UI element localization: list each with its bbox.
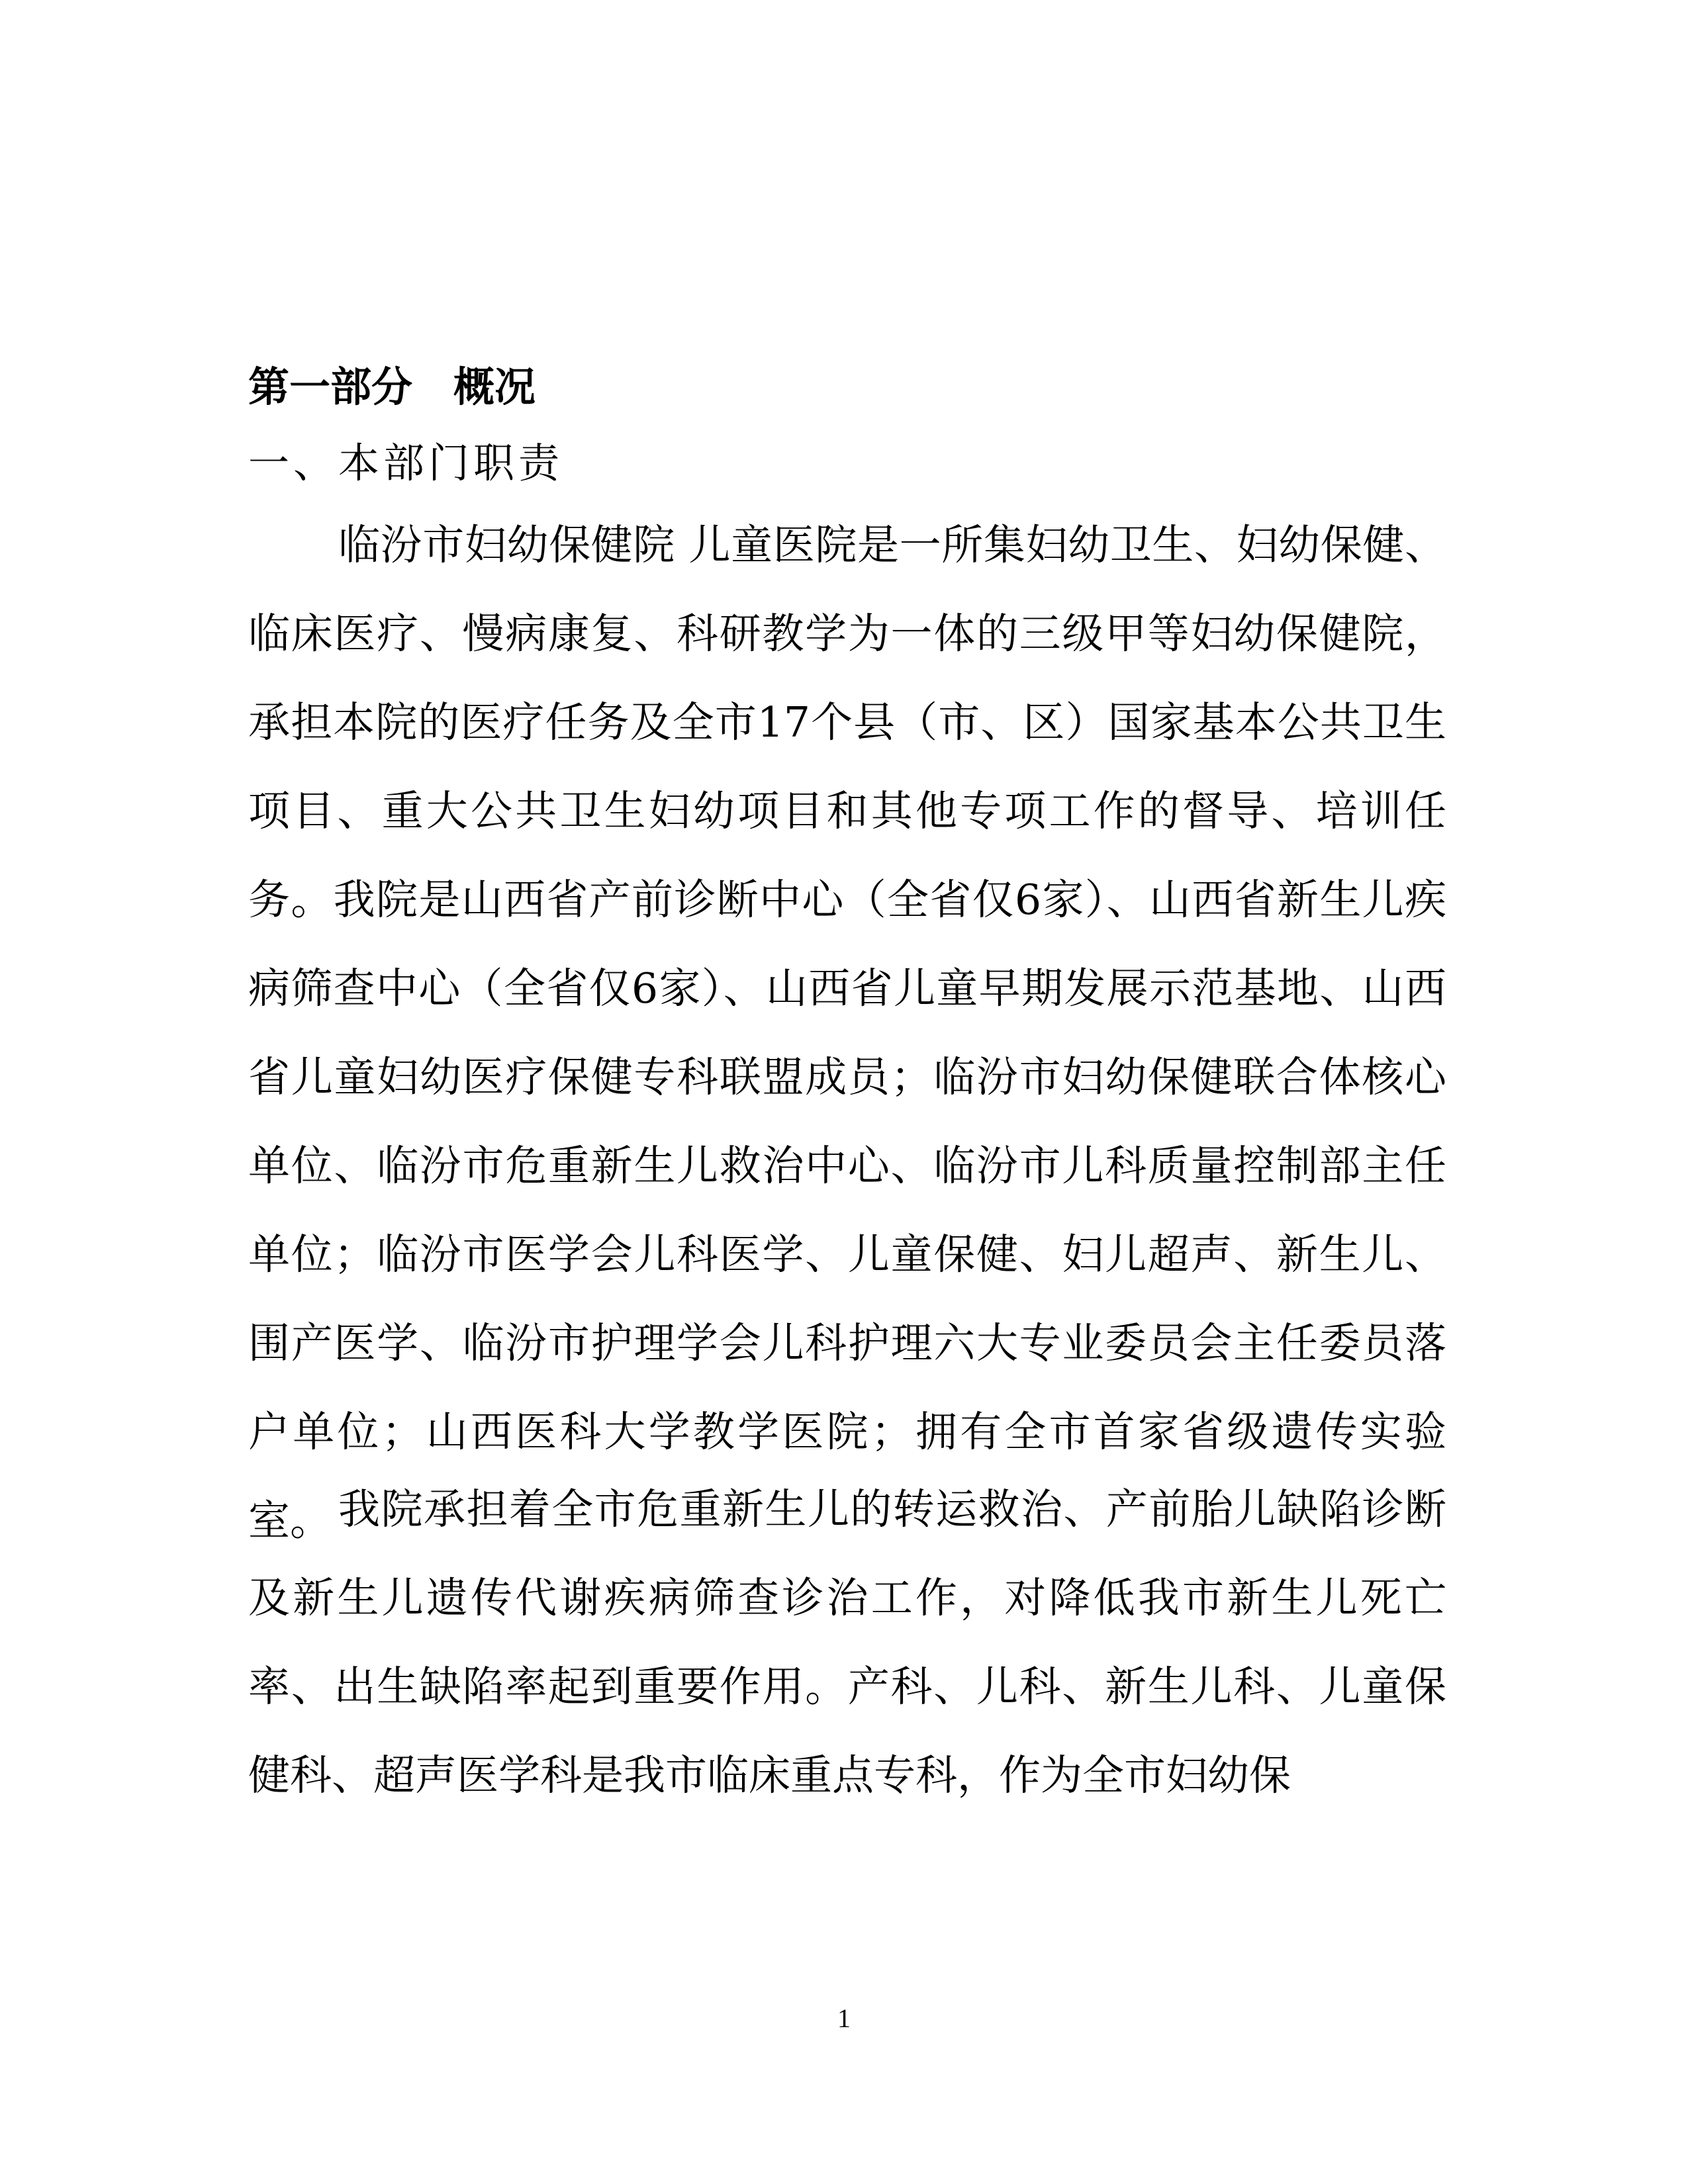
page-number: 1: [837, 2003, 851, 2033]
section-title: 一、本部门职责: [248, 439, 564, 487]
paragraph-responsibilities: 临汾市妇幼保健院 儿童医院是一所集妇幼卫生、妇幼保健、临床医疗、慢病康复、科研教学为一体的三级甲等妇幼保健院，承担本院的医疗任务及全市17个县（市、区）国家基本公共卫生项目、重大公共卫生妇幼项目和其他专项工作的督导、培训任务。我院是山西省产前诊断中心（全省仅6家）、山西省新生儿疾病筛查中心（全省仅6家）、山西省儿童早期发展示范基地、山西省儿童妇幼医疗保健专科联盟成员；临汾市妇幼保健联合体核心单位、临汾市危重新生儿救治中心、临汾市儿科质量控制部主任单位；临汾市医学会儿科医学、儿童保健、妇儿超声、新生儿、围产医学、临汾市护理学会儿科护理六大专业委员会主任委员落户单位；山西医科大学教学医院；拥有全市首家省级遗传实验室。: [248, 521, 1446, 1545]
part-title: 第一部分 概况: [248, 363, 536, 411]
paragraph-duties: 我院承担着全市危重新生儿的转运救治、产前胎儿缺陷诊断及新生儿遗传代谢疾病筛查诊治工作，对降低我市新生儿死亡率、出生缺陷率起到重要作用。产科、儿科、新生儿科、儿童保健科、超声医学科是我市临床重点专科，作为全市妇幼保: [248, 1485, 1446, 1799]
